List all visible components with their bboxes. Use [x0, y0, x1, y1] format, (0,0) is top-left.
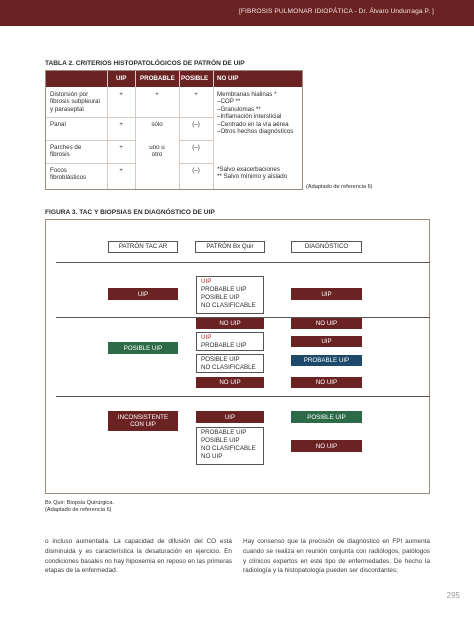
table-row-divider	[46, 117, 213, 118]
table-divider	[213, 71, 214, 189]
running-header: [FIBROSIS PULMONAR IDIOPÁTICA - Dr. Álvaro Undurraga P. ]	[238, 8, 434, 15]
cell-posible: +	[194, 91, 198, 98]
footnote-line: ** Salvo mínimo y aislado	[217, 173, 288, 181]
figure-note-line: Bx Quir: Biopsia Quirúrgica.	[45, 500, 115, 506]
bx-group-3-line: POSIBLE UIP	[201, 356, 240, 363]
header-bar	[0, 0, 474, 26]
dx-no-uip-box: NO UIP	[291, 318, 362, 329]
dx-posible-box: POSIBLE UIP	[291, 411, 362, 423]
cell-probable	[135, 144, 179, 159]
table-row-divider	[46, 163, 135, 164]
dx-uip-box: UIP	[291, 336, 362, 347]
row-label: Panal	[50, 121, 66, 128]
cell-probable-line: otro	[151, 151, 163, 159]
tac-inconsistente-box	[108, 411, 178, 431]
bx-group-4-line: PROBABLE UIP	[201, 429, 247, 436]
row-label	[50, 91, 100, 113]
row-label-line: Parches de	[50, 144, 82, 151]
tac-uip-box: UIP	[108, 288, 178, 300]
bx-group-2-line: PROBABLE UIP	[201, 342, 247, 349]
bx-group-3	[196, 354, 264, 373]
table-divider	[135, 71, 136, 189]
cell-uip: +	[119, 167, 123, 174]
row-label-line: fibrosis subpleural	[50, 98, 100, 106]
table-row-divider	[46, 140, 135, 141]
criteria-table	[45, 70, 303, 190]
no-uip-criteria	[217, 91, 301, 135]
row-label-line: fibrosis	[50, 151, 70, 159]
col-header-posible: POSIBLE	[181, 75, 209, 82]
table-row-divider	[179, 163, 213, 164]
cell-probable: +	[155, 91, 159, 98]
row-label-line: fibroblásticos	[50, 174, 87, 182]
no-uip-line: –Granulomas **	[217, 105, 261, 113]
bx-group-1	[196, 276, 264, 314]
tac-inconsistente-line: INCONSISTENTE	[117, 414, 169, 421]
no-uip-line: Membranas hialinas *	[217, 91, 277, 98]
no-uip-line: –Otros hechos diagnósticos	[217, 128, 294, 136]
bx-group-1-line: POSIBLE UIP	[201, 294, 240, 301]
dx-uip-box: UIP	[291, 288, 362, 300]
cell-posible: (–)	[192, 167, 200, 174]
figure-note	[45, 500, 114, 514]
cell-probable: sólo	[151, 121, 163, 128]
cell-probable-line: uno u	[149, 144, 165, 151]
no-uip-line: –Inflamación intersticial	[217, 113, 282, 121]
dx-no-uip-box: NO UIP	[291, 377, 362, 388]
table-footnotes	[217, 166, 301, 181]
figure-title: FIGURA 3. TAC Y BIOPSIAS EN DIAGNÓSTICO DE UIP	[45, 209, 215, 216]
dx-no-uip-box: NO UIP	[291, 440, 362, 452]
no-uip-line: –Centrado en la vía aérea	[217, 120, 289, 128]
bx-group-4-line: NO UIP	[201, 453, 223, 460]
row-label	[50, 144, 81, 159]
bx-no-uip-box: NO UIP	[196, 377, 264, 388]
cell-posible: (–)	[192, 121, 200, 128]
col-head-tac: PATRÓN TAC AR	[108, 241, 178, 253]
cell-uip: +	[119, 121, 123, 128]
bx-group-4-line: POSIBLE UIP	[201, 437, 240, 444]
bx-group-2	[196, 332, 264, 351]
bx-group-1-line: PROBABLE UIP	[201, 286, 247, 293]
bx-group-4	[196, 427, 264, 465]
figure-note-line: (Adaptado de referencia 6)	[45, 507, 112, 513]
bx-group-2-highlight: UIP	[201, 334, 212, 341]
tac-inconsistente-line: CON UIP	[130, 421, 156, 428]
footnote-line: *Salvo exacerbaciones	[217, 166, 280, 173]
tac-posible-box: POSIBLE UIP	[108, 342, 178, 354]
table-title: TABLA 2. CRITERIOS HISTOPATOLÓGICOS DE PATRÓN DE UIP	[45, 60, 245, 67]
bx-uip-box: UIP	[196, 411, 264, 423]
bx-no-uip-box: NO UIP	[196, 318, 264, 329]
bx-group-1-highlight: UIP	[201, 278, 212, 285]
body-text-right: Hay consenso que la precisión de diagnóstico en FPI aumenta cuando se realiza en reunión conjunta con radiólogos, patólogos y clínicos expertos en este tipo de enfermedades. De hecho la radiología y la histopatología pueden ser discordantes;	[243, 538, 430, 575]
bx-group-1-line: NO CLASIFICABLE	[201, 302, 256, 309]
section-separator	[56, 262, 430, 263]
body-text-left: o incluso aumentada. La capacidad de difusión del CO está disminuida y es característica la desaturación en ejercicio. En condiciones basales no hay hipoxemia en reposo en las primeras etapas de la enfermedad.	[45, 538, 232, 575]
cell-uip: +	[119, 91, 123, 98]
col-head-bx: PATRÓN Bx Quir	[195, 241, 265, 253]
row-label-line: Distorsión por	[50, 91, 89, 98]
row-label	[50, 167, 86, 182]
col-header-uip: UIP	[116, 75, 127, 82]
no-uip-line: –COP **	[217, 98, 241, 106]
page-number: 295	[446, 591, 460, 600]
table-reference: (Adaptado de referencia 6)	[306, 184, 373, 190]
cell-posible: (–)	[192, 144, 200, 151]
section-separator	[56, 396, 430, 397]
bx-group-3-line: NO CLASIFICABLE	[201, 364, 256, 371]
table-row-divider	[179, 140, 213, 141]
row-label-line: y paraseptal	[50, 105, 84, 113]
row-label-line: Focos	[50, 167, 67, 174]
col-head-dx: DIAGNÓSTICO	[291, 241, 362, 253]
col-header-probable: PROBABLE	[140, 75, 175, 82]
col-header-no-uip: NO UIP	[217, 75, 239, 82]
cell-uip: +	[119, 144, 123, 151]
dx-probable-box: PROBABLE UIP	[291, 355, 362, 366]
bx-group-4-line: NO CLASIFICABLE	[201, 445, 256, 452]
